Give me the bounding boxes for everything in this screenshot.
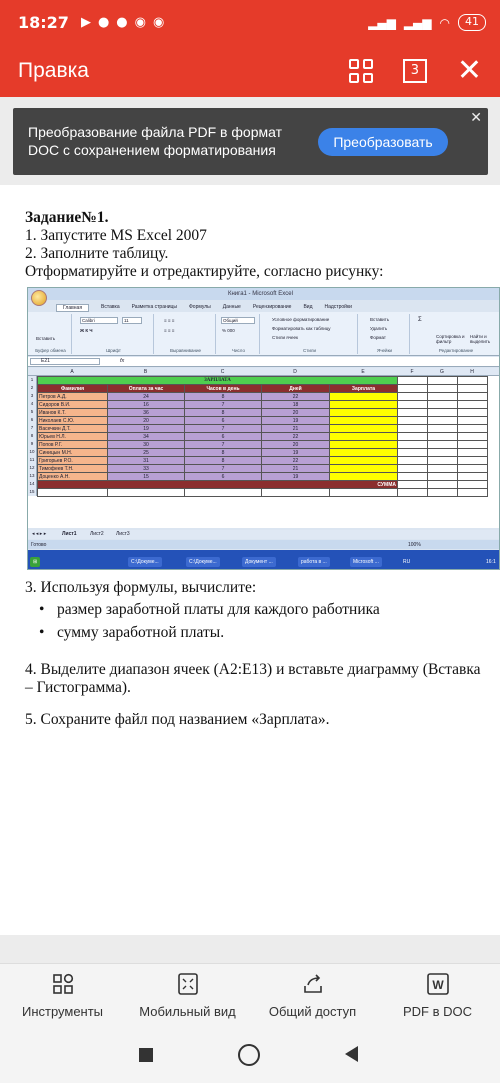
table-cell: 22	[262, 433, 330, 441]
ribbon-group-cells	[360, 314, 410, 354]
empty-cell	[458, 465, 488, 473]
format-cells: Формат	[370, 335, 386, 340]
excel-ribbon-tabs	[56, 304, 352, 312]
column-header: F	[410, 369, 414, 375]
table-cell: 20	[262, 441, 330, 449]
pdf-to-doc-button[interactable]	[375, 964, 500, 1028]
empty-cell	[398, 377, 428, 385]
page-count-button[interactable]: 3	[403, 59, 427, 83]
table-cell: 8	[185, 409, 262, 417]
list-item: • размер заработной платы для каждого работника	[39, 601, 500, 619]
group-label: Выравнивание	[170, 348, 201, 353]
empty-cell	[458, 433, 488, 441]
share-icon	[301, 972, 325, 996]
table-row	[38, 393, 488, 401]
pdf-to-doc-label: PDF в DOC	[402, 1004, 473, 1019]
empty-cell	[458, 441, 488, 449]
battery-indicator: 41	[458, 14, 486, 31]
word-icon	[426, 972, 450, 996]
table-row	[38, 441, 488, 449]
table-row	[38, 417, 488, 425]
share-button[interactable]	[250, 964, 375, 1028]
empty-cell	[398, 481, 428, 489]
table-cell: 6	[185, 417, 262, 425]
sum-icon: Σ	[418, 317, 422, 323]
excel-status-bar	[28, 540, 499, 549]
column-headers	[28, 368, 499, 376]
empty-cell	[428, 489, 458, 497]
notification-icons	[81, 16, 164, 29]
share-label: Общий доступ	[268, 1004, 357, 1019]
status-right	[368, 14, 486, 31]
empty-cell	[458, 425, 488, 433]
empty-cell	[330, 425, 398, 433]
delete-cells: Удалить	[370, 326, 388, 331]
row-number: 5	[30, 409, 34, 414]
cond-format: Условное форматирование	[272, 317, 330, 322]
table-row	[38, 377, 488, 385]
table-cell: 31	[108, 457, 185, 465]
table-cell: 19	[262, 449, 330, 457]
svg-text:W: W	[431, 978, 444, 992]
sheet-tabs	[28, 530, 499, 539]
empty-cell	[458, 449, 488, 457]
document-page	[0, 185, 500, 935]
sheet-tab: Лист1	[62, 531, 77, 537]
empty-cell	[428, 473, 458, 481]
empty-cell	[330, 473, 398, 481]
excel-screenshot	[27, 287, 500, 570]
table-row	[38, 489, 488, 497]
table-cell: 8	[185, 393, 262, 401]
empty-cell	[428, 457, 458, 465]
table-row	[38, 433, 488, 441]
tools-label: Инструменты	[21, 1004, 104, 1019]
empty-cell	[398, 441, 428, 449]
excel-window-title: Книга1 - Microsoft Excel	[228, 291, 293, 297]
empty-cell	[458, 489, 488, 497]
column-header: D	[293, 369, 297, 375]
empty-cell	[428, 401, 458, 409]
mobile-view-label: Мобильный вид	[139, 1004, 236, 1019]
step-4-cont: – Гистограмма).	[25, 679, 131, 696]
column-header: G	[440, 369, 444, 375]
row-number: 10	[29, 449, 35, 454]
row-number: 9	[30, 441, 34, 446]
table-row	[38, 425, 488, 433]
empty-cell	[398, 473, 428, 481]
table-cell: 21	[262, 465, 330, 473]
excel-tab: Надстройки	[324, 304, 352, 310]
empty-cell	[185, 489, 262, 497]
empty-cell	[330, 489, 398, 497]
empty-cell	[398, 385, 428, 393]
taskbar-lang: RU	[403, 559, 411, 565]
table-cell: Сидоров В.И.	[38, 401, 108, 409]
empty-cell	[428, 385, 458, 393]
empty-cell	[428, 409, 458, 417]
table-row	[38, 385, 488, 393]
find-select: Найти и выделить	[470, 334, 491, 344]
empty-cell	[330, 449, 398, 457]
step-2-note: Отформатируйте и отредактируйте, согласно рисунку:	[25, 263, 384, 280]
align-icon: ≡ ≡ ≡	[164, 318, 175, 323]
table-cell: 18	[262, 401, 330, 409]
step-2: 2. Заполните таблицу.	[25, 245, 169, 262]
wifi-icon: ◠	[439, 15, 450, 30]
excel-tab: Разметка страницы	[131, 304, 177, 310]
excel-tab: Данные	[222, 304, 241, 310]
table-cell: Николаев С.Ю.	[38, 417, 108, 425]
table-cell: Фамилия	[38, 385, 108, 393]
table-cell: Доценко А.Н.	[38, 473, 108, 481]
table-cell: 22	[262, 393, 330, 401]
empty-cell	[330, 409, 398, 417]
row-number: 4	[30, 401, 34, 406]
table-cell: Васечкин Д.Т.	[38, 425, 108, 433]
table-cell: 7	[185, 465, 262, 473]
paste-label: Вставить	[36, 336, 56, 341]
align-icon: ≡ ≡ ≡	[164, 328, 175, 333]
empty-cell	[398, 457, 428, 465]
table-cell: Попов Р.Г.	[38, 441, 108, 449]
banner-area	[0, 97, 500, 185]
empty-cell	[428, 481, 458, 489]
taskbar-item: C:\Докуме...	[186, 557, 220, 567]
table-cell: 34	[108, 433, 185, 441]
grid-view-icon[interactable]	[349, 59, 373, 83]
table-cell: Часов в день	[185, 385, 262, 393]
table-cell: Синицын М.Н.	[38, 449, 108, 457]
recent-apps-icon[interactable]	[139, 1048, 153, 1062]
column-header: C	[220, 369, 225, 375]
table-cell: 6	[185, 473, 262, 481]
list-item: • сумму заработной платы.	[39, 624, 500, 642]
table-cell: Зарплата	[330, 385, 398, 393]
row-number: 3	[30, 393, 34, 398]
ribbon-group-editing	[412, 314, 500, 354]
play-icon: ▶	[80, 15, 91, 30]
table-cell: 19	[108, 425, 185, 433]
sheet-tab: Лист3	[116, 531, 130, 537]
excel-sheet	[28, 368, 499, 528]
row-number: 13	[29, 473, 35, 478]
empty-cell	[428, 377, 458, 385]
row-number: 15	[29, 489, 35, 494]
empty-cell	[398, 489, 428, 497]
table-cell: 8	[185, 449, 262, 457]
taskbar-item: C:\Докуме...	[128, 557, 162, 567]
table-cell: 25	[108, 449, 185, 457]
empty-cell	[398, 449, 428, 457]
table-cell: Иванов К.Т.	[38, 409, 108, 417]
table-cell: Тимофеев Т.Н.	[38, 465, 108, 473]
convert-banner	[13, 108, 488, 175]
empty-cell	[330, 433, 398, 441]
ribbon-group-styles	[262, 314, 358, 354]
table-cell: 20	[262, 409, 330, 417]
fx-label: fx	[120, 358, 125, 364]
table-row	[38, 409, 488, 417]
bottom-toolbar	[0, 963, 500, 1028]
group-label: Ячейки	[376, 348, 393, 353]
app-title: Правка	[18, 59, 89, 82]
empty-cell	[428, 465, 458, 473]
table-row	[38, 449, 488, 457]
office-button-icon	[31, 290, 47, 306]
empty-cell	[428, 393, 458, 401]
table-row	[38, 465, 488, 473]
empty-cell	[262, 489, 330, 497]
table-cell: 15	[108, 473, 185, 481]
bold-icon: Ж К Ч	[80, 328, 93, 333]
empty-cell	[458, 409, 488, 417]
format-table: Форматировать как таблицу	[272, 326, 331, 331]
excel-tab: Рецензирование	[252, 304, 292, 310]
empty-cell	[428, 433, 458, 441]
chat-icon: ●	[97, 15, 110, 30]
table-row	[38, 473, 488, 481]
document-content-lower	[25, 579, 500, 729]
row-number: 11	[29, 457, 35, 462]
table-cell: 7	[185, 441, 262, 449]
insert-cells: Вставить	[370, 317, 390, 322]
step-1: 1. Запустите MS Excel 2007	[25, 227, 207, 244]
excel-tab: Формулы	[188, 304, 211, 310]
row-number: 7	[30, 425, 34, 430]
table-cell: 7	[185, 401, 262, 409]
group-label: Редактирование	[438, 348, 474, 353]
empty-cell	[330, 457, 398, 465]
row-number: 8	[30, 433, 34, 438]
document-content	[25, 209, 500, 281]
row-number: 2	[30, 385, 34, 390]
table-cell: ЗАРПЛАТА	[38, 377, 398, 385]
empty-cell	[458, 481, 488, 489]
empty-cell	[330, 417, 398, 425]
windows-taskbar	[28, 550, 499, 570]
taskbar-item: Документ ...	[242, 557, 276, 567]
column-header: E	[361, 369, 365, 375]
group-label: Шрифт	[106, 348, 121, 353]
row-headers	[28, 376, 37, 496]
ribbon-group-clipboard	[30, 314, 72, 354]
taskbar-item: работа в ...	[298, 557, 330, 567]
status-bar	[0, 0, 500, 45]
table-cell: 7	[185, 425, 262, 433]
table-cell: 33	[108, 465, 185, 473]
percent-icon: % 000	[222, 328, 235, 333]
group-label: Число	[232, 348, 245, 353]
status-time: 18:27	[18, 13, 69, 32]
signal-icon: ▂▄▆	[403, 15, 432, 30]
empty-cell	[458, 385, 488, 393]
row-number: 14	[29, 481, 35, 486]
empty-cell	[428, 425, 458, 433]
table-cell: 30	[108, 441, 185, 449]
table-cell: 20	[108, 417, 185, 425]
group-label: Буфер обмена	[35, 348, 66, 353]
empty-cell	[458, 457, 488, 465]
table-cell: 8	[185, 457, 262, 465]
chat-icon: ●	[116, 15, 128, 30]
column-header: A	[70, 369, 74, 375]
empty-cell	[398, 465, 428, 473]
table-cell: 6	[185, 433, 262, 441]
empty-cell	[428, 417, 458, 425]
column-header: B	[143, 369, 148, 375]
ribbon-group-alignment	[156, 314, 216, 354]
empty-cell	[398, 433, 428, 441]
system-navigation	[0, 1028, 500, 1083]
empty-cell	[330, 465, 398, 473]
table-row	[38, 481, 488, 489]
mobile-view-button[interactable]	[125, 964, 250, 1028]
empty-cell	[398, 425, 428, 433]
convert-button[interactable]: Преобразовать	[318, 128, 448, 156]
column-header: H	[470, 369, 474, 375]
empty-cell	[38, 489, 108, 497]
table-row	[38, 401, 488, 409]
empty-cell	[458, 417, 488, 425]
close-icon[interactable]: ✕	[456, 53, 482, 88]
formula-bar	[28, 357, 499, 367]
empty-cell	[398, 393, 428, 401]
step-3-list	[39, 601, 500, 642]
sheet-nav-icon: ◂ ◂ ▸ ▸	[32, 531, 47, 537]
empty-cell	[458, 377, 488, 385]
table-row	[38, 457, 488, 465]
banner-message: Преобразование файла PDF в формат DOC с сохранением форматирования	[28, 124, 282, 158]
empty-cell	[398, 417, 428, 425]
row-number: 1	[30, 377, 34, 382]
table-cell: Оплата за час	[108, 385, 185, 393]
empty-cell	[330, 401, 398, 409]
row-number: 12	[29, 465, 35, 470]
home-icon[interactable]	[238, 1044, 260, 1066]
tools-icon	[51, 972, 75, 996]
chrome-icon: ◉	[134, 15, 146, 30]
table-cell: Дней	[262, 385, 330, 393]
excel-ribbon	[28, 312, 499, 356]
excel-tab: Вставка	[101, 304, 120, 310]
table-cell: 19	[262, 473, 330, 481]
empty-cell	[458, 473, 488, 481]
task-title: Задание№1.	[25, 209, 109, 226]
ribbon-group-number	[218, 314, 260, 354]
sheet-tab: Лист2	[90, 531, 104, 537]
ribbon-group-font	[74, 314, 154, 354]
table-cell: 16	[108, 401, 185, 409]
signal-icon: ▂▄▆	[368, 15, 396, 30]
banner-close-icon[interactable]: ✕	[470, 110, 482, 126]
salary-table	[37, 376, 488, 497]
step-5: 5. Сохраните файл под названием «Зарплата».	[25, 711, 330, 728]
taskbar-clock: 16:1	[486, 559, 496, 565]
empty-cell	[330, 393, 398, 401]
chrome-icon: ◉	[152, 15, 165, 30]
table-cell: 22	[262, 457, 330, 465]
row-number: 6	[30, 417, 34, 422]
empty-cell	[428, 441, 458, 449]
table-cell: Юрьев Н.Л.	[38, 433, 108, 441]
start-icon: ⊞	[30, 557, 40, 567]
empty-cell	[108, 489, 185, 497]
empty-cell	[428, 449, 458, 457]
excel-zoom: 100%	[408, 542, 421, 548]
table-cell: 36	[108, 409, 185, 417]
step-3: 3. Используя формулы, вычислите:	[25, 579, 257, 596]
empty-cell	[330, 441, 398, 449]
group-label: Стили	[303, 348, 316, 353]
table-cell: Петров А.Д.	[38, 393, 108, 401]
font-size: 11	[122, 317, 142, 324]
tools-button[interactable]	[0, 964, 125, 1028]
excel-tab: Вид	[303, 304, 313, 310]
number-format: Общий	[221, 317, 255, 324]
table-cell: СУММА	[38, 481, 398, 489]
excel-title-bar	[28, 288, 499, 300]
taskbar-item: Microsoft ...	[350, 557, 382, 567]
table-cell: 21	[262, 425, 330, 433]
font-name: Calibri	[80, 317, 118, 324]
empty-cell	[398, 409, 428, 417]
table-cell: Григорьев Р.О.	[38, 457, 108, 465]
table-cell: 24	[108, 393, 185, 401]
mobile-view-icon	[176, 972, 200, 996]
back-icon[interactable]	[343, 1045, 359, 1063]
empty-cell	[398, 401, 428, 409]
name-box: E21	[30, 358, 100, 365]
sort-filter: Сортировка и фильтр	[436, 334, 465, 344]
empty-cell	[458, 401, 488, 409]
step-4: 4. Выделите диапазон ячеек (A2:E13) и вставьте диаграмму (Вставка	[25, 661, 481, 678]
excel-tab: Главная	[56, 304, 89, 312]
table-cell: 19	[262, 417, 330, 425]
app-bar	[0, 45, 500, 97]
cell-styles: Стили ячеек	[272, 335, 298, 340]
excel-status: Готово	[31, 542, 47, 548]
empty-cell	[458, 393, 488, 401]
